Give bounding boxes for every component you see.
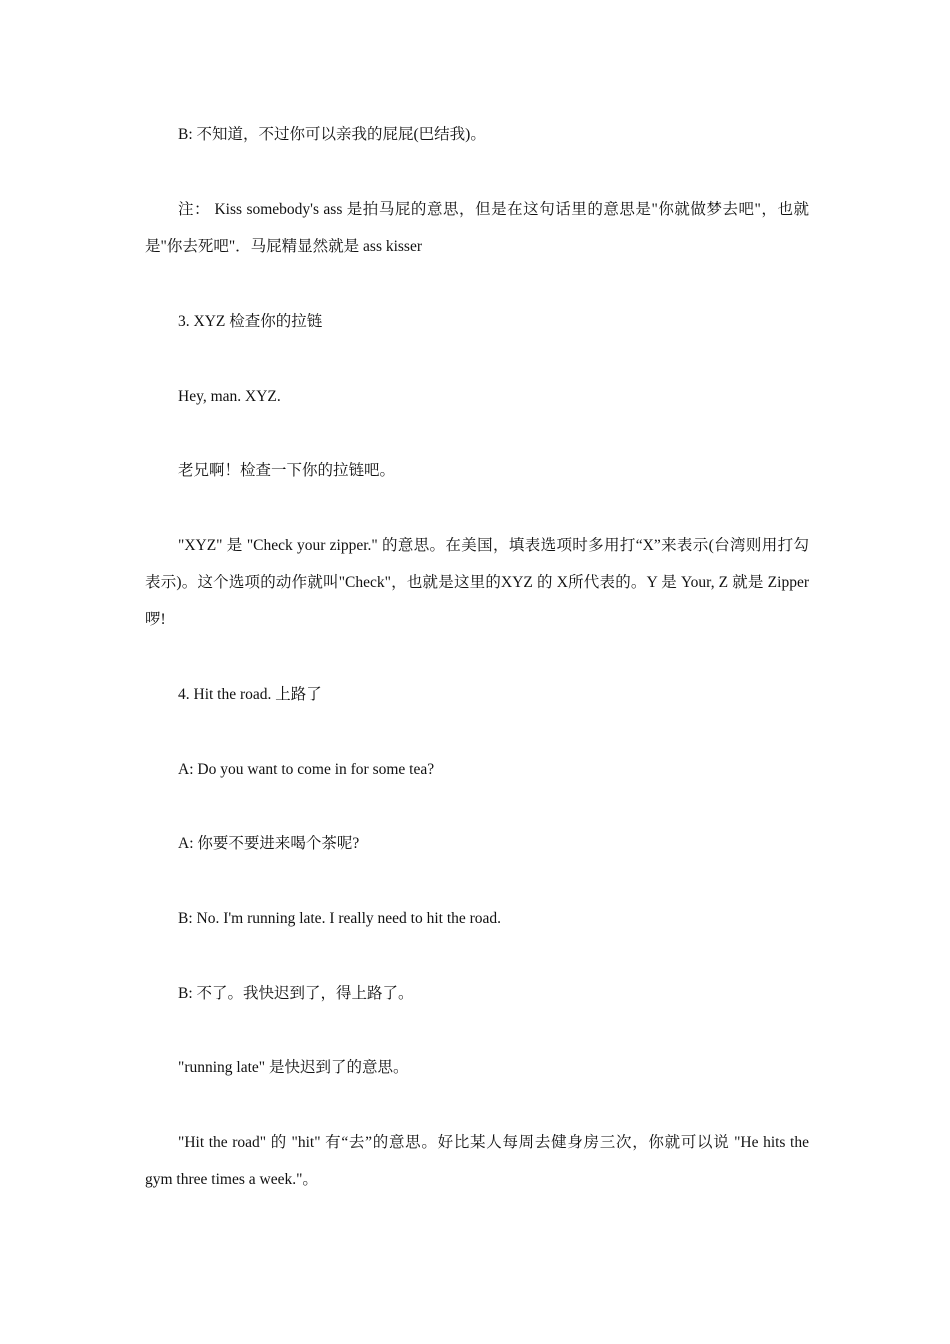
example-sentence-chinese: 老兄啊！检查一下你的拉链吧。 [178,462,396,479]
running-late-note: "running late" 是快迟到了的意思。 [178,1059,409,1076]
dialogue-line-b-english: B: No. I'm running late. I really need to hit the road. [178,910,502,927]
example-sentence-english: Hey, man. XYZ. [178,388,281,405]
dialogue-line-b-chinese: B: 不了。我快迟到了，得上路了。 [178,985,414,1002]
section-heading-hit-the-road: 4. Hit the road. 上路了 [178,686,322,703]
dialogue-line-a-chinese: A: 你要不要进来喝个茶呢? [178,835,360,852]
dialogue-line-b-reply: B: 不知道，不过你可以亲我的屁屁(巴结我)。 [178,126,486,143]
dialogue-line-a-english: A: Do you want to come in for some tea? [178,761,435,778]
xyz-explanation-paragraph: "XYZ" 是 "Check your zipper." 的意思。在美国，填表选项时多用打“X”来表示(台湾则用打勾表示)。这个选项的动作就叫"Check"，也就是这里的XYZ 的 X所代表的。Y 是 Your, Z 就是 Zipper 啰! [145,537,809,628]
section-heading-xyz: 3. XYZ 检查你的拉链 [178,313,323,330]
hit-the-road-explanation: "Hit the road" 的 "hit" 有“去”的意思。好比某人每周去健身房三次，你就可以说 "He hits the gym three times a week."。 [145,1134,809,1188]
note-paragraph: 注： Kiss somebody's ass 是拍马屁的意思，但是在这句话里的意思是"你就做梦去吧"，也就是"你去死吧"．马屁精显然就是 ass kisser [145,201,809,255]
